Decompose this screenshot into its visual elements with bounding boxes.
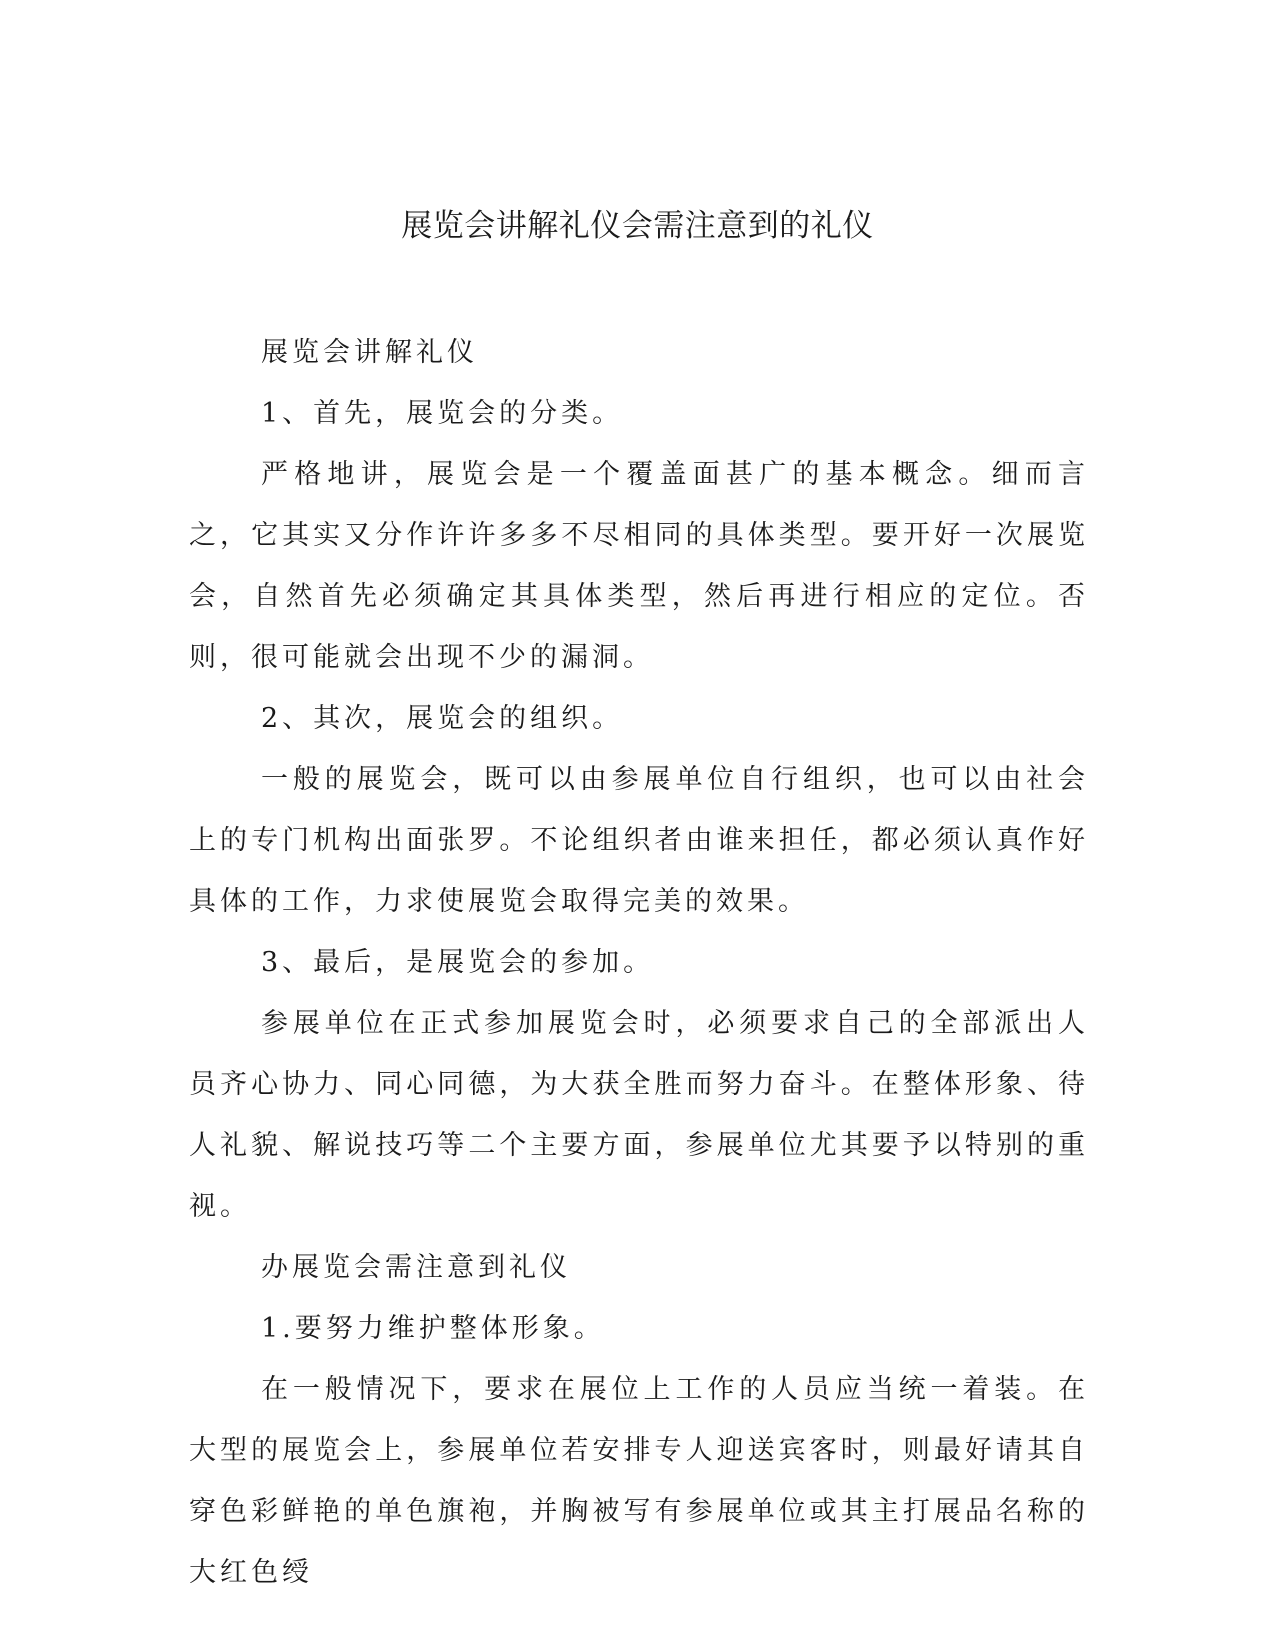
list-item-heading: 2、其次，展览会的组织。 <box>261 703 624 734</box>
body-paragraph: 一般的展览会，既可以由参展单位自行组织，也可以由社会上的专门机构出面张罗。不论组织者由谁来担任，都必须认真作好具体的工作，力求使展览会取得完美的效果。 <box>189 764 1089 917</box>
document-body <box>189 322 1089 1603</box>
list-item-heading: 3、最后，是展览会的参加。 <box>261 947 655 978</box>
list-item-heading: 1、首先，展览会的分类。 <box>261 398 624 429</box>
body-paragraph: 参展单位在正式参加展览会时，必须要求自己的全部派出人员齐心协力、同心同德，为大获全胜而努力奋斗。在整体形象、待人礼貌、解说技巧等二个主要方面，参展单位尤其要予以特别的重视。 <box>189 1008 1089 1222</box>
list-item-heading: 1.要努力维护整体形象。 <box>261 1313 605 1344</box>
document-title: 展览会讲解礼仪会需注意到的礼仪 <box>401 208 874 244</box>
section-heading: 展览会讲解礼仪 <box>261 337 478 368</box>
body-paragraph: 在一般情况下，要求在展位上工作的人员应当统一着装。在大型的展览会上，参展单位若安排专人迎送宾客时，则最好请其自穿色彩鲜艳的单色旗袍，并胸被写有参展单位或其主打展品名称的大红色绶 <box>189 1374 1089 1588</box>
body-paragraph: 严格地讲，展览会是一个覆盖面甚广的基本概念。细而言之，它其实又分作许许多多不尽相同的具体类型。要开好一次展览会，自然首先必须确定其具体类型，然后再进行相应的定位。否则，很可能就会出现不少的漏洞。 <box>189 459 1089 673</box>
section-heading: 办展览会需注意到礼仪 <box>261 1252 571 1283</box>
